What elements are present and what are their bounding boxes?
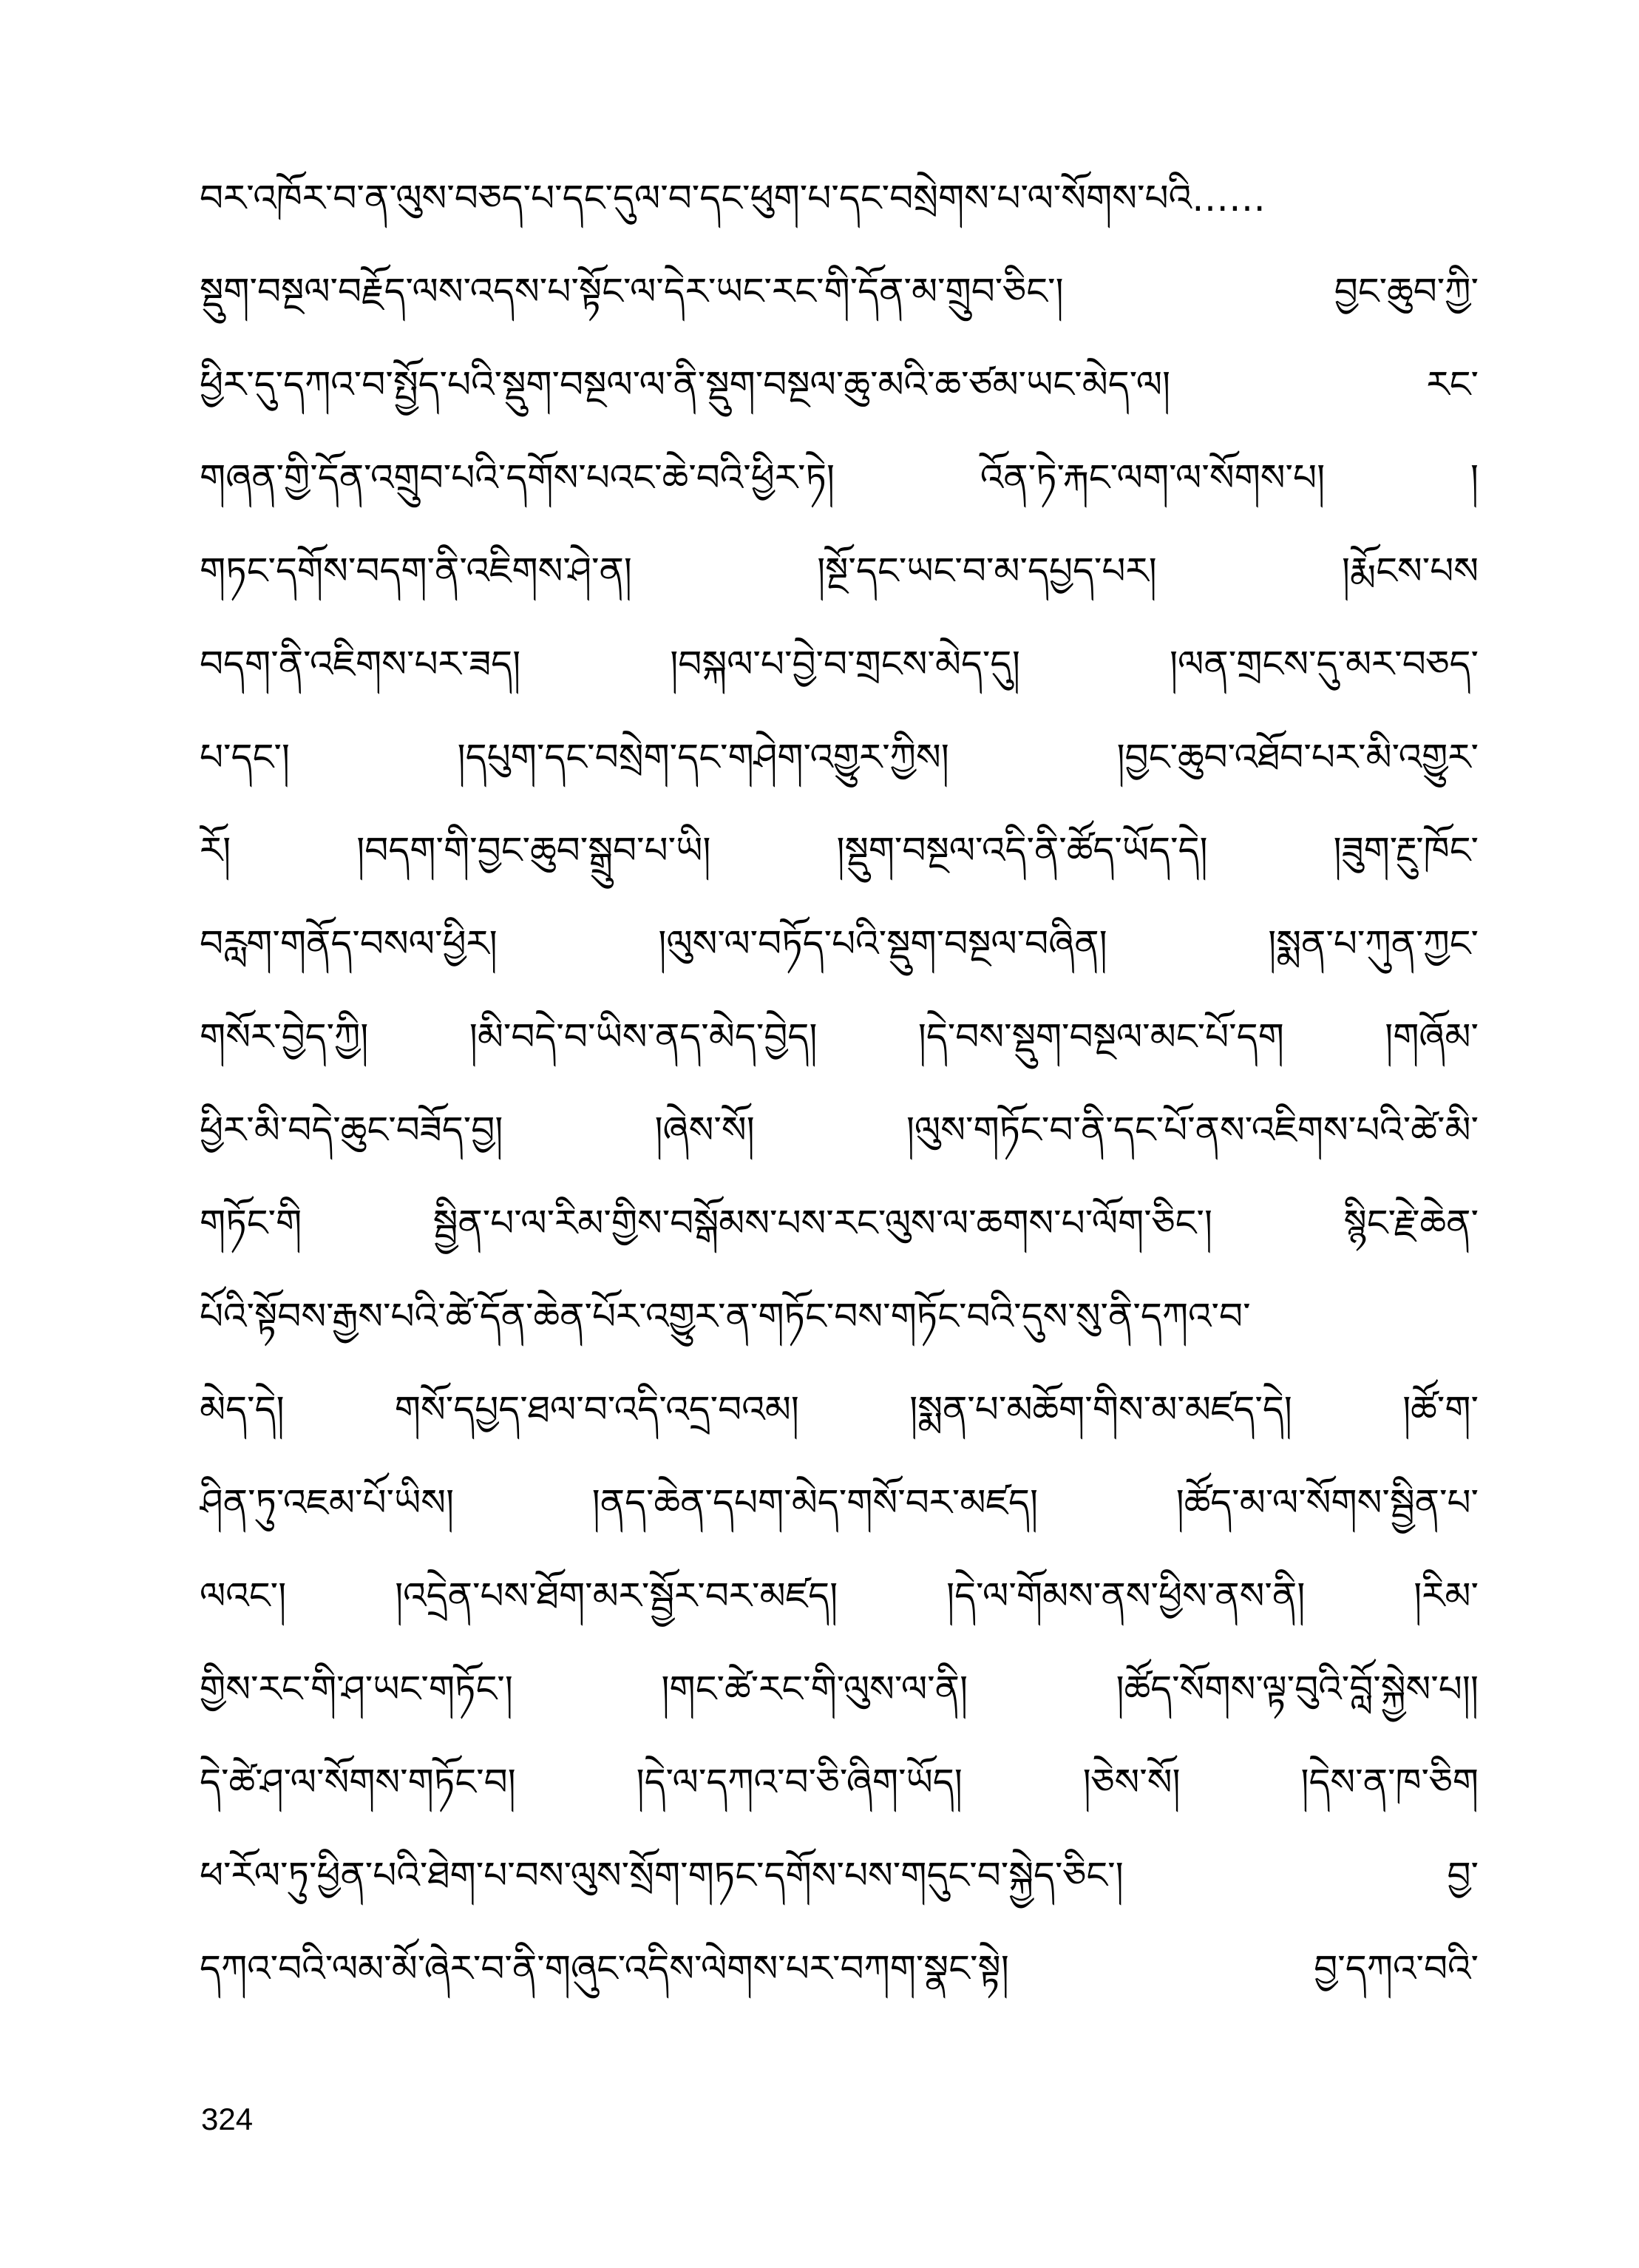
text-line: པོའི་སྟོབས་རྒྱས་པའི་ཚེ་དོན་ཆེན་པོར་འགྱུར་ན་གཏོང་བས་གཏོང་བའི་དུས་སུ་ནི་དཀའ་བ་	[200, 1295, 1251, 1338]
text-line: མེད་དེ། གསོ་དཔྱད་ཐལ་བ་འདི་འདྲ་བའམ། །སྨན་པ་མཆོག་གིས་མ་མཛད་དེ། །ཚོ་ག་	[200, 1388, 1479, 1431]
text-line: གཏང་དགོས་བདག་ནི་འཇིགས་ཤེ་ན། །སྔོ་དང་ཡང་བ་མ་དཔྱད་པར། །རྨོངས་པས	[200, 549, 1479, 592]
text-line: ཤིན་ཏུ་འཇམ་པོ་ཡིས། །ནད་ཆེན་དཔག་མེད་གསོ་བར་མཛད། །ཚོད་མ་ལ་སོགས་སྦྱིན་པ་	[200, 1481, 1479, 1524]
page-number: 324	[201, 2102, 254, 2136]
text-line: པ་དང་། །དཔུག་དང་བསྲེག་དང་གཤེག་འགྱུར་ཀྱིས། །བྱང་ཆུབ་འཐོབ་པར་མི་འགྱུར་	[200, 736, 1479, 779]
text-line: ཕྱིར་དུ་དཀའ་བ་སྤྱོད་པའི་སྡུག་བསྔལ་ལ་ནི་སྡུག་བསྔལ་ཆུ་མའི་ཆ་ཙམ་ཡང་མེད་ལ། རང་	[200, 363, 1479, 406]
text-line: དེ་ཚེ་ཤ་ལ་སོགས་གཏོང་བ། །དེ་ལ་དཀའ་བ་ཅི་ཞིག་ཡོད། །ཅེས་སོ། །དེས་ན་ཁ་ཅིག	[200, 1761, 1479, 1804]
text-line: རོ། །བདག་གི་བྱང་ཆུབ་སྒྲུབ་པ་ཡི། །སྡུག་བསྔལ་འདི་ནི་ཚོད་ཡོད་དེ། །ཟུག་རྔུ་ཁོང་	[200, 829, 1479, 872]
text-line: ལའང་། །འདྲེན་པས་ཐོག་མར་སྦྱོར་བར་མཛད། །དེ་ལ་གོམས་ནས་ཕྱིས་ནས་ནི། །རིམ་	[200, 1574, 1479, 1617]
text-line: གཞན་གྱི་དོན་འགྲུབ་པའི་དགོས་པའང་ཆེ་བའི་ཕྱིར་ཏེ། འོན་ཏེ་རྐང་ལག་ལ་སོགས་པ། །	[200, 456, 1479, 499]
text-line: བདག་ནི་འཇིགས་པར་ཟད། །བསྐལ་པ་བྱེ་བ་གྲངས་མེད་དུ། །ལན་གྲངས་དུ་མར་བཅད་	[200, 643, 1479, 686]
text-line: གྱིས་རང་གི་ཤ་ཡང་གཏོང་། །གང་ཚེ་རང་གི་ལུས་ལ་ནི། །ཚོད་སོགས་ལྟ་བུའི་བློ་སྐྱེས་པ།།	[200, 1668, 1479, 1710]
text-line: གཏོང་གི སྦྱིན་པ་ལ་རིམ་གྱིས་བསྒོམས་པས་རང་ལུས་ལ་ཆགས་པ་ལོག་ཅིང་། སྙིང་རྗེ་ཆེན་	[200, 1202, 1479, 1245]
text-line: གསོར་བྱེད་ཀྱི། །མི་བདེ་བ་ཡིས་ནད་མེད་བྱེད། །དེ་བས་སྡུག་བསྔལ་མང་པོ་དག །གཞོམ་	[200, 1015, 1479, 1058]
text-line: སྡུག་བསྔལ་བརྗོད་ལས་འདས་པ་སྟོང་ལ་དེར་ཡང་རང་གི་དོན་མ་གྲུབ་ཅིང་། བྱང་ཆུབ་ཀྱི་	[200, 270, 1479, 313]
body-text	[200, 152, 1479, 2015]
text-line: དཀའ་བའི་ལམ་མོ་ཞེར་བ་ནི་གཞུང་འདིས་ལེགས་པར་བཀག་སྣང་སྟེ། བྱ་དཀའ་བའི་	[200, 1947, 1479, 1990]
text-line: ཕྱིར་མི་བདེ་ཆུང་བཟོད་བྱ། །ཞེས་སོ། །ལུས་གཏོང་བ་ནི་དང་པོ་ནས་འཇིགས་པའི་ཚེ་མི་	[200, 1108, 1479, 1151]
text-line: བརླག་གནོད་བསལ་ཕྱིར། །ལུས་ལ་བཏོད་པའི་སྡུག་བསྔལ་བཞིན། །སྨན་པ་ཀུན་ཀྱང་	[200, 922, 1479, 965]
text-line: ཕ་རོལ་ཏུ་ཕྱིན་པའི་ཐེག་པ་བས་ལུས་སྲོག་གཏང་དགོས་པས་གདུང་བ་སྐྱེད་ཅིང་། བྱ་	[200, 1854, 1479, 1897]
text-line: བར་འཁོར་བ་ན་ལུས་བཅད་པ་དང་དུལ་བ་དང་ཕུག་པ་དང་བསྲེགས་པ་ལ་སོགས་པའི……	[200, 177, 1266, 220]
